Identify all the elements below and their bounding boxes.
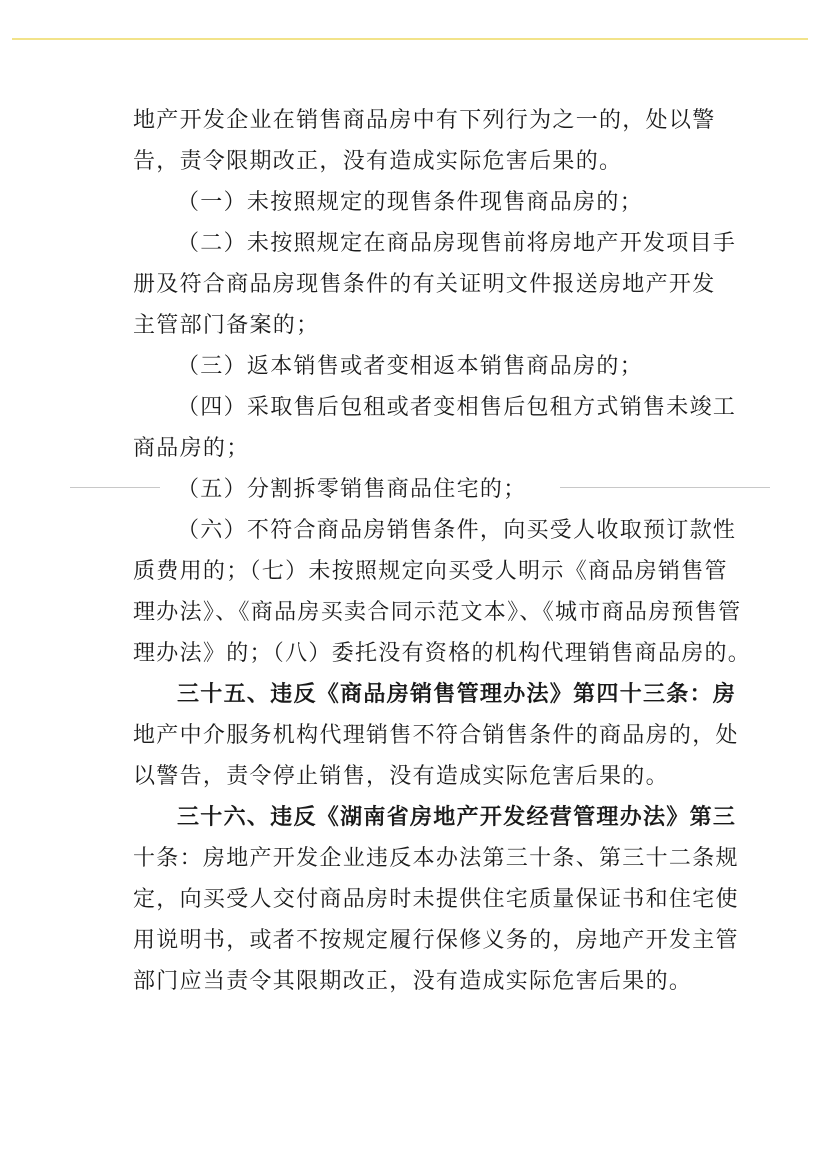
text-line: 部门应当责令其限期改正，没有造成实际危害后果的。 xyxy=(133,969,693,994)
article-36-heading: 三十六、违反《湖南省房地产开发经营管理办法》第三 xyxy=(177,804,737,830)
text-line: 地产开发企业在销售商品房中有下列行为之一的，处以警 xyxy=(133,108,716,133)
article-35-heading: 三十五、违反《商品房销售管理办法》第四十三条：房 xyxy=(177,681,737,707)
text-line: （二）未按照规定在商品房现售前将房地产开发项目手 xyxy=(177,231,737,256)
top-rule xyxy=(12,38,808,40)
text-line: 地产中介服务机构代理销售不符合销售条件的商品房的，处 xyxy=(133,723,739,748)
text-line: （三）返本销售或者变相返本销售商品房的； xyxy=(177,354,644,379)
document-body xyxy=(133,100,752,1002)
text-line: 商品房的； xyxy=(133,436,250,461)
text-line: （四）采取售后包租或者变相售后包租方式销售未竣工 xyxy=(177,395,737,420)
text-line: 理办法》、《商品房买卖合同示范文本》、《城市商品房预售管 xyxy=(133,600,742,625)
text-line: 用说明书，或者不按规定履行保修义务的，房地产开发主管 xyxy=(133,928,739,953)
text-line: 主管部门备案的； xyxy=(133,313,320,338)
text-line: 十条：房地产开发企业违反本办法第三十条、第三十二条规 xyxy=(133,846,739,871)
text-line: 以警告，责令停止销售，没有造成实际危害后果的。 xyxy=(133,764,669,789)
text-line: （一）未按照规定的现售条件现售商品房的； xyxy=(177,190,644,215)
text-line: 理办法》的；（八）委托没有资格的机构代理销售商品房的。 xyxy=(133,641,752,666)
text-line: 告，责令限期改正，没有造成实际危害后果的。 xyxy=(133,149,623,174)
text-line: （六）不符合商品房销售条件，向买受人收取预订款性 xyxy=(177,518,737,543)
text-line: 质费用的；（七）未按照规定向买受人明示《商品房销售管 xyxy=(133,559,728,584)
text-line: （五）分割拆零销售商品住宅的； xyxy=(177,477,527,502)
text-line: 册及符合商品房现售条件的有关证明文件报送房地产开发 xyxy=(133,272,716,297)
text-line: 定，向买受人交付商品房时未提供住宅质量保证书和住宅使 xyxy=(133,887,739,912)
